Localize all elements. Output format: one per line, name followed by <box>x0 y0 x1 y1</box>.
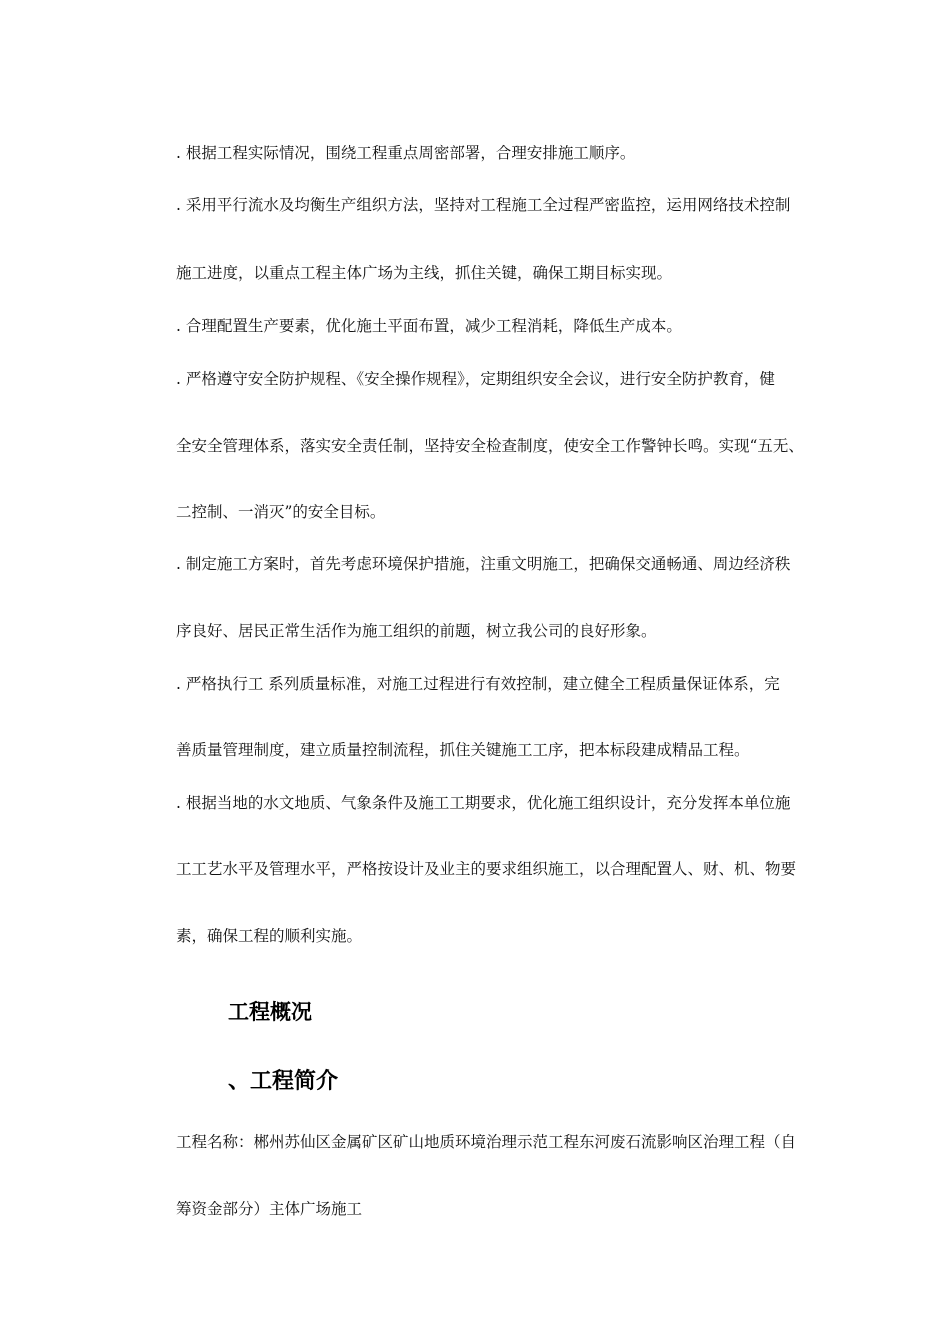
paragraph-line: . 严格执行工 系列质量标准，对施工过程进行有效控制，建立健全工程质量保证体系，完 <box>176 675 780 693</box>
paragraph-line: 善质量管理制度，建立质量控制流程，抓住关键施工工序，把本标段建成精品工程。 <box>176 741 750 759</box>
paragraph-line: 工程名称：郴州苏仙区金属矿区矿山地质环境治理示范工程东河废石流影响区治理工程（自 <box>176 1133 797 1151</box>
paragraph-line: 序良好、居民正常生活作为施工组织的前题，树立我公司的良好形象。 <box>176 622 657 640</box>
paragraph-line: . 严格遵守安全防护规程、《安全操作规程》，定期组织安全会议，进行安全防护教育，健 <box>176 370 775 388</box>
paragraph-line: 二控制、一消灭”的安全目标。 <box>176 503 386 521</box>
paragraph-line: . 根据当地的水文地质、气象条件及施工工期要求，优化施工组织设计，充分发挥本单位施 <box>176 794 791 812</box>
paragraph-line: 全安全管理体系，落实安全责任制，坚持安全检查制度，使安全工作警钟长鸣。实现“五无、 <box>176 437 804 455</box>
paragraph-line: . 根据工程实际情况，围绕工程重点周密部署，合理安排施工顺序。 <box>176 144 636 162</box>
section-heading: 工程概况 <box>228 1000 312 1024</box>
paragraph-line: . 制定施工方案时，首先考虑环境保护措施，注重文明施工，把确保交通畅通、周边经济秩 <box>176 555 791 573</box>
paragraph-line: 施工进度，以重点工程主体广场为主线，抓住关键，确保工期目标实现。 <box>176 264 673 282</box>
paragraph-line: 筹资金部分）主体广场施工 <box>176 1200 363 1218</box>
paragraph-line: 素，确保工程的顺利实施。 <box>176 927 363 945</box>
paragraph-line: 工工艺水平及管理水平，严格按设计及业主的要求组织施工，以合理配置人、财、机、物要 <box>176 860 797 878</box>
subsection-heading: 、工程简介 <box>228 1069 339 1094</box>
paragraph-line: . 采用平行流水及均衡生产组织方法，坚持对工程施工全过程严密监控，运用网络技术控制 <box>176 196 791 214</box>
paragraph-line: . 合理配置生产要素，优化施土平面布置，减少工程消耗，降低生产成本。 <box>176 317 682 335</box>
